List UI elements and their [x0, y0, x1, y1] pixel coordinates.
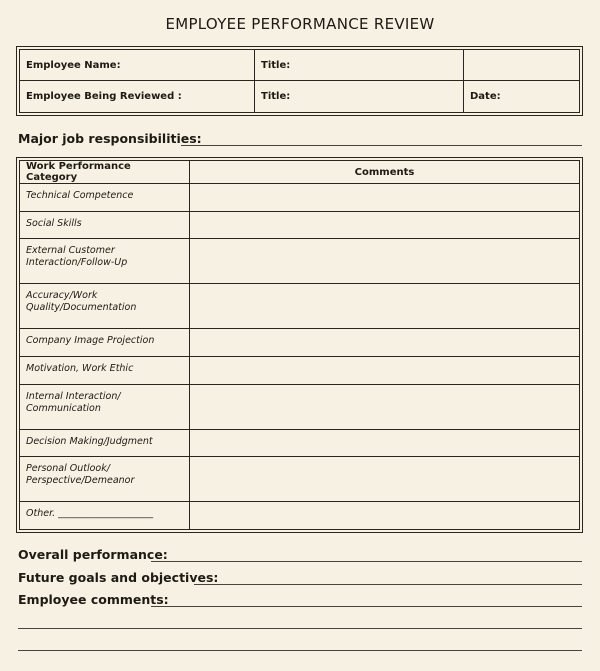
comment-cell[interactable]	[190, 211, 580, 239]
date-field[interactable]: Date:	[464, 81, 580, 113]
category-label: Company Image Projection	[20, 329, 190, 357]
category-label: Technical Competence	[20, 184, 190, 212]
category-header: Work Performance Category	[20, 161, 190, 184]
comment-cell[interactable]	[190, 502, 580, 530]
employee-comments-line[interactable]	[151, 606, 582, 607]
comment-cell[interactable]	[190, 429, 580, 457]
overall-performance-line[interactable]	[151, 561, 582, 562]
comments-header: Comments	[190, 161, 580, 184]
category-label: Motivation, Work Ethic	[20, 356, 190, 384]
comment-cell[interactable]	[190, 239, 580, 284]
category-label: External Customer Interaction/Follow-Up	[20, 239, 190, 284]
overall-performance-label: Overall performance:	[18, 547, 168, 562]
comment-cell[interactable]	[190, 384, 580, 429]
comment-cell[interactable]	[190, 184, 580, 212]
future-goals-label: Future goals and objectives:	[18, 570, 219, 585]
employee-info-box	[16, 46, 583, 116]
comment-cell[interactable]	[190, 329, 580, 357]
comment-cell[interactable]	[190, 356, 580, 384]
comment-cell[interactable]	[190, 284, 580, 329]
extra-field[interactable]	[464, 50, 580, 81]
category-label: Decision Making/Judgment	[20, 429, 190, 457]
performance-table	[16, 157, 583, 533]
category-label: Personal Outlook/ Perspective/Demeanor	[20, 457, 190, 502]
category-label: Social Skills	[20, 211, 190, 239]
future-goals-line[interactable]	[194, 584, 582, 585]
title-field-2[interactable]: Title:	[255, 81, 464, 113]
employee-name-field[interactable]: Employee Name:	[20, 50, 255, 81]
employee-comments-label: Employee comments:	[18, 592, 169, 607]
page-title: EMPLOYEE PERFORMANCE REVIEW	[165, 15, 435, 33]
employee-reviewed-field[interactable]: Employee Being Reviewed :	[20, 81, 255, 113]
category-label: Accuracy/Work Quality/Documentation	[20, 284, 190, 329]
category-label: Other. ____________________	[20, 502, 190, 530]
responsibilities-line[interactable]	[181, 145, 582, 146]
comment-cell[interactable]	[190, 457, 580, 502]
comments-line-2[interactable]	[18, 628, 582, 629]
category-label: Internal Interaction/ Communication	[20, 384, 190, 429]
comments-line-3[interactable]	[18, 650, 582, 651]
responsibilities-label: Major job responsibilities:	[18, 131, 202, 146]
title-field-1[interactable]: Title:	[255, 50, 464, 81]
